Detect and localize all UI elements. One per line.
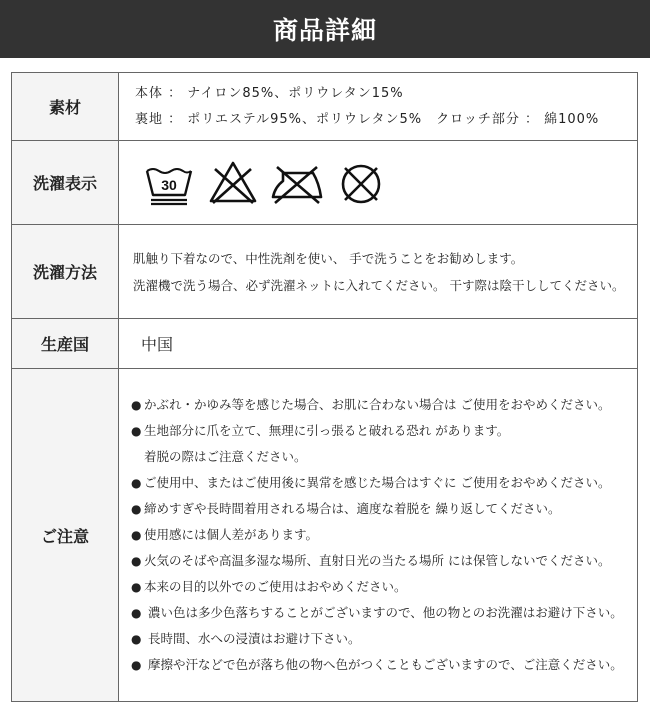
list-item: ● ご使用中、またはご使用後に異常を感じた場合はすぐに ご使用をおやめください。 xyxy=(131,475,611,490)
method-line-machine: 洗濯機で洗う場合、必ず洗濯ネットに入れてください。 干す際は陰干ししてください。 xyxy=(133,277,625,293)
notes-list xyxy=(131,392,637,678)
method-row xyxy=(12,225,638,319)
origin-value: 中国 xyxy=(119,319,638,369)
list-item: ● 濃い色は多少色落ちすることがございますので、他の物とのお洗濯はお避け下さい。 xyxy=(131,605,623,620)
no-dry-clean-icon xyxy=(333,159,389,207)
wash-temperature: 30 xyxy=(161,176,177,193)
list-item: ● 長時間、水への浸漬はお避け下さい。 xyxy=(131,631,361,646)
list-item: ● 締めすぎや長時間着用される場合は、適度な着脱を 繰り返してください。 xyxy=(131,501,561,516)
care-symbols xyxy=(119,141,638,225)
list-item: ● 使用感には個人差があります。 xyxy=(131,527,319,542)
material-label: 素材 xyxy=(12,73,119,141)
list-item: ● かぶれ・かゆみ等を感じた場合、お肌に合わない場合は ご使用をおやめください。 xyxy=(131,397,611,412)
page-title: 商品詳細 xyxy=(272,16,377,45)
list-item: ● 火気のそばや高温多湿な場所、直射日光の当たる場所 には保管しないでください。 xyxy=(131,553,611,568)
method-line-hand: 肌触り下着なので、中性洗剤を使い、 手で洗うことをお勧めします。 xyxy=(133,250,524,266)
care-label: 洗濯表示 xyxy=(12,141,119,225)
list-item: ● 本来の目的以外でのご使用はおやめください。 xyxy=(131,579,407,594)
notes-value xyxy=(119,369,638,702)
material-line-lining: 裏地 ： ポリエステル95%、ポリウレタン5% クロッチ部分 ： 綿100% xyxy=(135,111,600,127)
notes-row xyxy=(12,369,638,702)
wash-30-icon xyxy=(141,159,197,207)
method-value xyxy=(119,225,638,319)
material-value xyxy=(119,73,638,141)
header-bar xyxy=(0,0,650,58)
no-bleach-icon xyxy=(205,159,261,207)
list-item: ● 摩擦や汗などで色が落ち他の物へ色がつくこともございますので、ご注意ください。 xyxy=(131,657,623,672)
list-item: 着脱の際はご注意ください。 xyxy=(144,449,307,464)
origin-label: 生産国 xyxy=(12,319,119,369)
material-row xyxy=(12,73,638,141)
method-label: 洗濯方法 xyxy=(12,225,119,319)
material-line-body: 本体 ： ナイロン85%、ポリウレタン15% xyxy=(135,85,404,101)
no-iron-icon xyxy=(269,159,325,207)
product-detail-table xyxy=(11,72,638,702)
origin-row xyxy=(12,319,638,369)
notes-label: ご注意 xyxy=(12,369,119,702)
list-item: ● 生地部分に爪を立て、無理に引っ張ると破れる恐れ があります。 xyxy=(131,423,510,438)
care-row xyxy=(12,141,638,225)
